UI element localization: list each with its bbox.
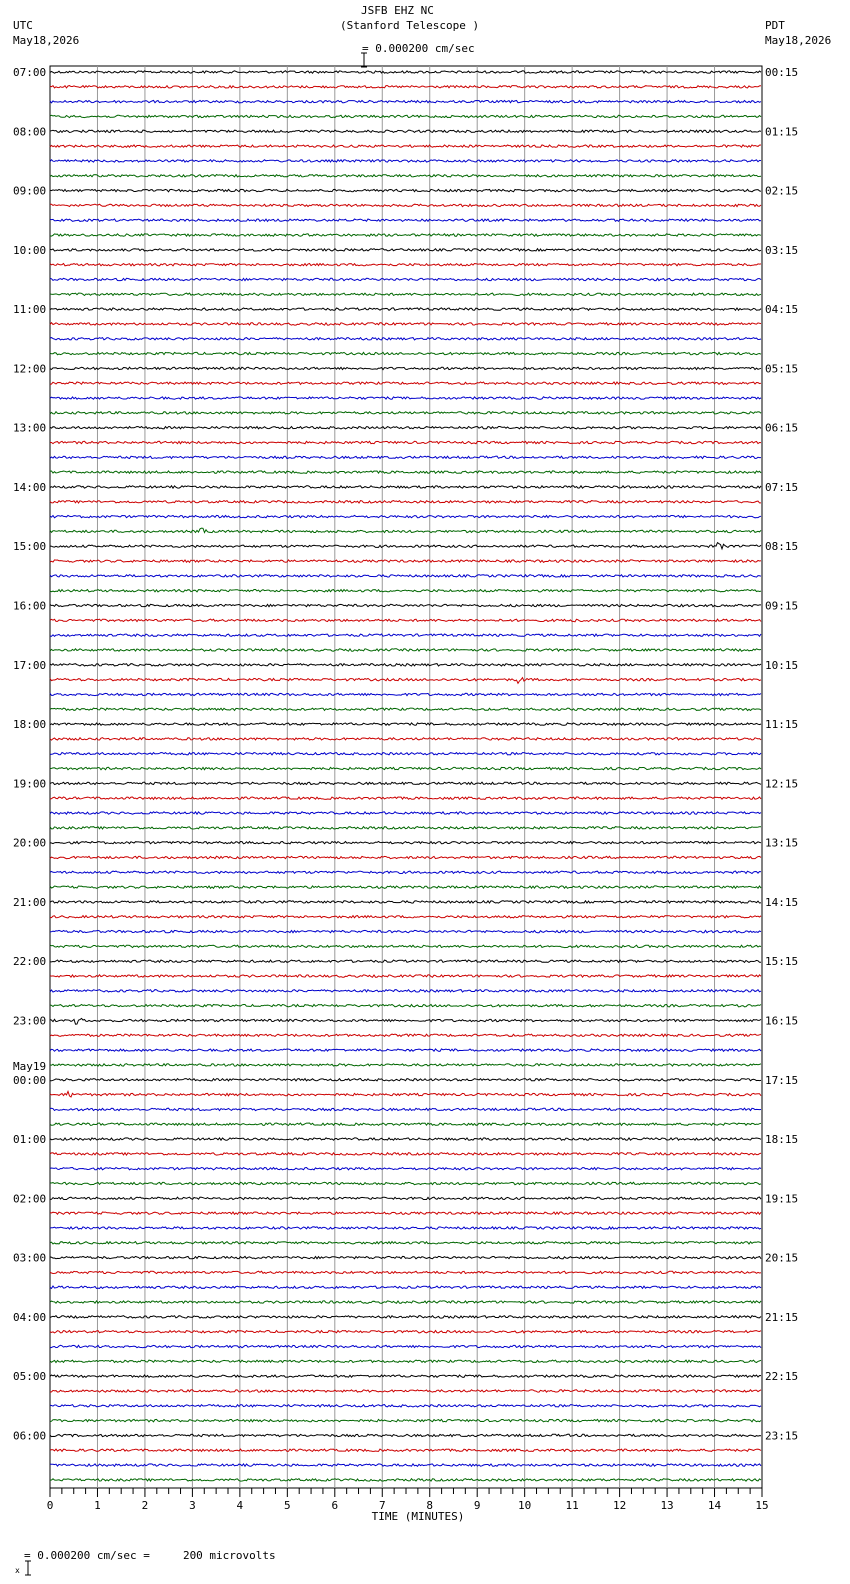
trace-38 bbox=[50, 619, 761, 622]
trace-40 bbox=[50, 649, 761, 651]
trace-3 bbox=[50, 100, 761, 102]
trace-26 bbox=[50, 441, 761, 443]
trace-46 bbox=[50, 738, 761, 740]
trace-12 bbox=[50, 234, 761, 236]
left-hour-label: 06:00 bbox=[13, 1429, 47, 1443]
right-hour-label: 10:15 bbox=[765, 658, 799, 672]
x-axis-label: TIME (MINUTES) bbox=[371, 1510, 465, 1523]
left-hour-label: 18:00 bbox=[13, 718, 47, 732]
trace-22 bbox=[50, 382, 761, 384]
trace-10 bbox=[50, 204, 761, 206]
trace-50 bbox=[50, 797, 761, 799]
footer-scale-label: = 0.000200 cm/sec = 200 microvolts bbox=[24, 1549, 276, 1562]
trace-6 bbox=[50, 145, 761, 147]
trace-42 bbox=[50, 678, 761, 684]
x-tick-label: 9 bbox=[473, 1499, 481, 1512]
svg-text:x: x bbox=[15, 1566, 21, 1575]
trace-72 bbox=[50, 1123, 761, 1125]
trace-85 bbox=[50, 1316, 761, 1318]
right-hour-label: 00:15 bbox=[765, 66, 799, 79]
trace-14 bbox=[50, 264, 761, 266]
left-hour-label: 07:00 bbox=[13, 66, 47, 79]
trace-89 bbox=[50, 1375, 761, 1377]
x-tick-label: 8 bbox=[426, 1499, 434, 1512]
x-tick-label: 5 bbox=[284, 1499, 291, 1512]
trace-61 bbox=[50, 960, 761, 962]
trace-32 bbox=[50, 528, 761, 533]
left-hour-label: 14:00 bbox=[13, 480, 47, 494]
right-hour-label: 15:15 bbox=[765, 955, 799, 969]
trace-81 bbox=[50, 1256, 761, 1258]
trace-96 bbox=[50, 1479, 761, 1481]
x-tick-label: 14 bbox=[707, 1499, 722, 1512]
left-hour-label: 08:00 bbox=[13, 125, 47, 139]
trace-29 bbox=[50, 486, 761, 488]
left-hour-label: 03:00 bbox=[13, 1251, 47, 1265]
trace-62 bbox=[50, 975, 761, 977]
left-hour-label: 12:00 bbox=[13, 362, 47, 376]
trace-16 bbox=[50, 293, 761, 295]
trace-33 bbox=[50, 543, 761, 549]
right-hour-label: 04:15 bbox=[765, 303, 799, 317]
station-title: JSFB EHZ NC bbox=[361, 4, 434, 17]
trace-59 bbox=[50, 930, 761, 932]
right-hour-label: 21:15 bbox=[765, 1310, 799, 1324]
right-date: May18,2026 bbox=[765, 34, 832, 47]
trace-17 bbox=[50, 308, 761, 310]
right-hour-label: 06:15 bbox=[765, 421, 799, 435]
trace-7 bbox=[50, 160, 761, 162]
trace-82 bbox=[50, 1271, 761, 1273]
left-hour-labels bbox=[13, 66, 46, 1442]
trace-71 bbox=[50, 1108, 761, 1110]
trace-64 bbox=[50, 1005, 761, 1007]
trace-87 bbox=[50, 1345, 761, 1347]
trace-51 bbox=[50, 812, 761, 814]
right-hour-labels bbox=[765, 66, 798, 1442]
trace-21 bbox=[50, 367, 761, 369]
trace-92 bbox=[50, 1419, 761, 1421]
left-hour-label: 11:00 bbox=[13, 303, 47, 317]
trace-37 bbox=[50, 604, 761, 606]
trace-70 bbox=[50, 1091, 761, 1097]
x-tick-label: 10 bbox=[518, 1499, 532, 1512]
right-hour-label: 09:15 bbox=[765, 599, 799, 613]
trace-18 bbox=[50, 323, 761, 325]
trace-77 bbox=[50, 1197, 761, 1199]
trace-78 bbox=[50, 1212, 761, 1214]
trace-68 bbox=[50, 1064, 761, 1066]
trace-60 bbox=[50, 945, 761, 947]
trace-79 bbox=[50, 1227, 761, 1229]
footer-scale-icon bbox=[2, 1545, 21, 1575]
right-hour-label: 23:15 bbox=[765, 1429, 799, 1443]
left-hour-label: 01:00 bbox=[13, 1133, 47, 1147]
x-tick-label: 13 bbox=[660, 1499, 674, 1512]
right-hour-label: 05:15 bbox=[765, 362, 799, 376]
trace-80 bbox=[50, 1242, 761, 1244]
x-tick-label: 12 bbox=[612, 1499, 627, 1512]
trace-34 bbox=[50, 560, 761, 562]
right-hour-label: 01:15 bbox=[765, 125, 799, 139]
trace-91 bbox=[50, 1405, 761, 1407]
trace-95 bbox=[50, 1464, 761, 1466]
trace-27 bbox=[50, 456, 761, 458]
right-hour-label: 11:15 bbox=[765, 718, 799, 732]
trace-39 bbox=[50, 634, 761, 636]
trace-86 bbox=[50, 1331, 761, 1333]
left-hour-label: 23:00 bbox=[13, 1014, 47, 1028]
left-hour-label: 04:00 bbox=[13, 1310, 47, 1324]
station-subtitle: (Stanford Telescope ) bbox=[340, 19, 480, 32]
x-tick-label: 1 bbox=[94, 1499, 101, 1512]
trace-5 bbox=[50, 130, 761, 132]
x-tick-label: 0 bbox=[46, 1499, 54, 1512]
trace-74 bbox=[50, 1153, 761, 1155]
left-hour-label: 15:00 bbox=[13, 540, 47, 554]
trace-19 bbox=[50, 338, 761, 340]
left-hour-label: 02:00 bbox=[13, 1192, 47, 1206]
trace-90 bbox=[50, 1390, 761, 1392]
left-hour-label: 05:00 bbox=[13, 1370, 47, 1384]
x-tick-label: 11 bbox=[565, 1499, 579, 1512]
x-axis bbox=[47, 1488, 769, 1512]
right-hour-label: 02:15 bbox=[765, 184, 799, 198]
left-hour-label: 20:00 bbox=[13, 836, 47, 850]
trace-57 bbox=[50, 901, 761, 903]
trace-25 bbox=[50, 427, 761, 429]
trace-43 bbox=[50, 693, 761, 695]
trace-11 bbox=[50, 219, 761, 221]
trace-52 bbox=[50, 827, 761, 829]
right-timezone: PDT bbox=[765, 19, 785, 32]
right-hour-label: 07:15 bbox=[765, 480, 799, 494]
trace-88 bbox=[50, 1360, 761, 1362]
trace-2 bbox=[50, 86, 761, 88]
trace-35 bbox=[50, 575, 761, 577]
trace-55 bbox=[50, 871, 761, 873]
trace-65 bbox=[50, 1018, 761, 1024]
left-hour-label: 16:00 bbox=[13, 599, 47, 613]
trace-28 bbox=[50, 471, 761, 473]
trace-56 bbox=[50, 886, 761, 888]
trace-84 bbox=[50, 1301, 761, 1303]
right-hour-label: 17:15 bbox=[765, 1073, 799, 1087]
trace-1 bbox=[50, 71, 761, 73]
trace-83 bbox=[50, 1286, 761, 1288]
left-hour-label: 21:00 bbox=[13, 895, 47, 909]
left-hour-label: 17:00 bbox=[13, 658, 47, 672]
left-timezone: UTC bbox=[13, 19, 33, 32]
left-hour-label: 10:00 bbox=[13, 243, 47, 257]
x-tick-label: 7 bbox=[378, 1499, 386, 1512]
left-hour-label: 09:00 bbox=[13, 184, 47, 198]
trace-31 bbox=[50, 515, 761, 517]
trace-93 bbox=[50, 1434, 761, 1436]
trace-53 bbox=[50, 842, 761, 844]
trace-13 bbox=[50, 249, 761, 251]
trace-41 bbox=[50, 664, 761, 666]
trace-58 bbox=[50, 916, 761, 918]
trace-44 bbox=[50, 708, 761, 710]
x-tick-label: 15 bbox=[755, 1499, 769, 1512]
right-hour-label: 16:15 bbox=[765, 1014, 799, 1028]
trace-75 bbox=[50, 1168, 761, 1170]
trace-23 bbox=[50, 397, 761, 399]
trace-24 bbox=[50, 412, 761, 414]
left-hour-label: 00:00 bbox=[13, 1073, 47, 1087]
right-hour-label: 22:15 bbox=[765, 1370, 799, 1384]
left-hour-label: 22:00 bbox=[13, 955, 47, 969]
trace-36 bbox=[50, 590, 761, 592]
trace-45 bbox=[50, 723, 761, 725]
trace-4 bbox=[50, 115, 761, 117]
x-tick-label: 4 bbox=[236, 1499, 244, 1512]
trace-47 bbox=[50, 753, 761, 755]
trace-67 bbox=[50, 1049, 761, 1051]
trace-66 bbox=[50, 1034, 761, 1036]
left-date: May18,2026 bbox=[13, 34, 80, 47]
trace-group bbox=[50, 71, 761, 1481]
trace-49 bbox=[50, 782, 761, 784]
trace-73 bbox=[50, 1138, 761, 1140]
right-hour-label: 13:15 bbox=[765, 836, 799, 850]
x-tick-label: 2 bbox=[141, 1499, 149, 1512]
date-change-label: May19 bbox=[13, 1059, 47, 1073]
trace-20 bbox=[50, 352, 761, 354]
trace-94 bbox=[50, 1449, 761, 1451]
left-hour-label: 19:00 bbox=[13, 777, 47, 791]
trace-8 bbox=[50, 175, 761, 177]
right-hour-label: 20:15 bbox=[765, 1251, 799, 1265]
trace-15 bbox=[50, 278, 761, 280]
x-tick-label: 6 bbox=[331, 1499, 339, 1512]
right-hour-label: 08:15 bbox=[765, 540, 799, 554]
right-hour-label: 14:15 bbox=[765, 895, 799, 909]
right-hour-label: 18:15 bbox=[765, 1133, 799, 1147]
trace-69 bbox=[50, 1079, 761, 1081]
trace-54 bbox=[50, 856, 761, 858]
left-hour-label: 13:00 bbox=[13, 421, 47, 435]
trace-76 bbox=[50, 1182, 761, 1184]
right-hour-label: 12:15 bbox=[765, 777, 799, 791]
trace-9 bbox=[50, 189, 761, 191]
right-hour-label: 03:15 bbox=[765, 243, 799, 257]
trace-30 bbox=[50, 501, 761, 503]
trace-63 bbox=[50, 990, 761, 992]
right-hour-label: 19:15 bbox=[765, 1192, 799, 1206]
scale-label: = 0.000200 cm/sec bbox=[362, 42, 475, 55]
trace-48 bbox=[50, 767, 761, 769]
x-tick-label: 3 bbox=[189, 1499, 196, 1512]
